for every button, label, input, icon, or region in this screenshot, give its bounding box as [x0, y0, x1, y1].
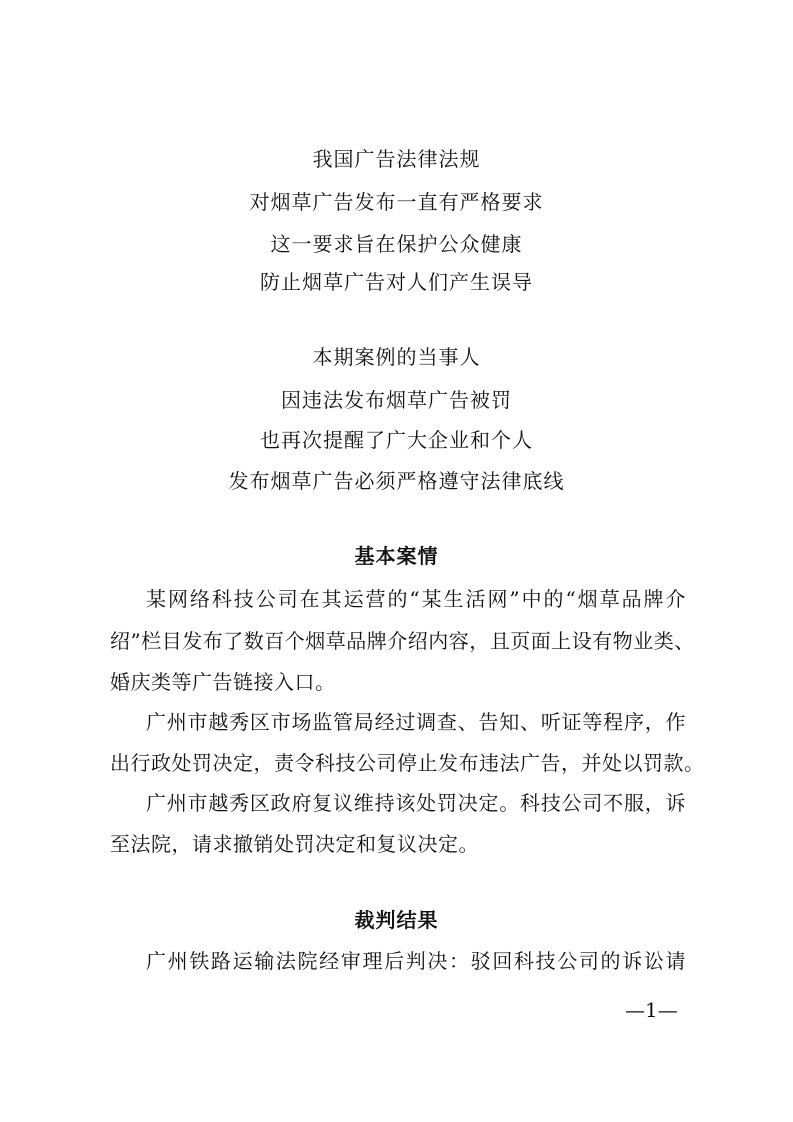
- paragraph-line: 绍”栏目发布了数百个烟草品牌介绍内容，且页面上设有物业类、: [110, 629, 695, 653]
- paragraph-line: 某网络科技公司在其运营的“某生活网”中的“烟草品牌介: [146, 587, 686, 611]
- section-heading: 基本案情: [354, 544, 439, 568]
- intro-line: 本期案例的当事人: [312, 345, 481, 369]
- section-heading: 裁判结果: [354, 908, 439, 932]
- intro-line: 这一要求旨在保护公众健康: [270, 232, 523, 256]
- intro-line: 防止烟草广告对人们产生误导: [260, 270, 533, 294]
- paragraph-line: 婚庆类等广告链接入口。: [110, 670, 336, 694]
- intro-line: 因违法发布烟草广告被罚: [281, 388, 512, 412]
- paragraph-line: 出行政处罚决定，责令科技公司停止发布违法广告，并处以罚款。: [110, 751, 705, 775]
- intro-line: 发布烟草广告必须严格遵守法律底线: [228, 469, 565, 493]
- intro-line: 我国广告法律法规: [312, 147, 481, 171]
- page-number: —1—: [625, 998, 678, 1022]
- paragraph-line: 广州铁路运输法院经审理后判决：驳回科技公司的诉讼请: [146, 949, 686, 973]
- paragraph-line: 广州市越秀区政府复议维持该处罚决定。科技公司不服，诉: [146, 791, 686, 815]
- intro-line: 对烟草广告发布一直有严格要求: [249, 190, 544, 214]
- paragraph-line: 广州市越秀区市场监管局经过调查、告知、听证等程序，作: [146, 710, 686, 734]
- intro-line: 也再次提醒了广大企业和个人: [260, 428, 533, 452]
- paragraph-line: 至法院，请求撤销处罚决定和复议决定。: [110, 832, 479, 856]
